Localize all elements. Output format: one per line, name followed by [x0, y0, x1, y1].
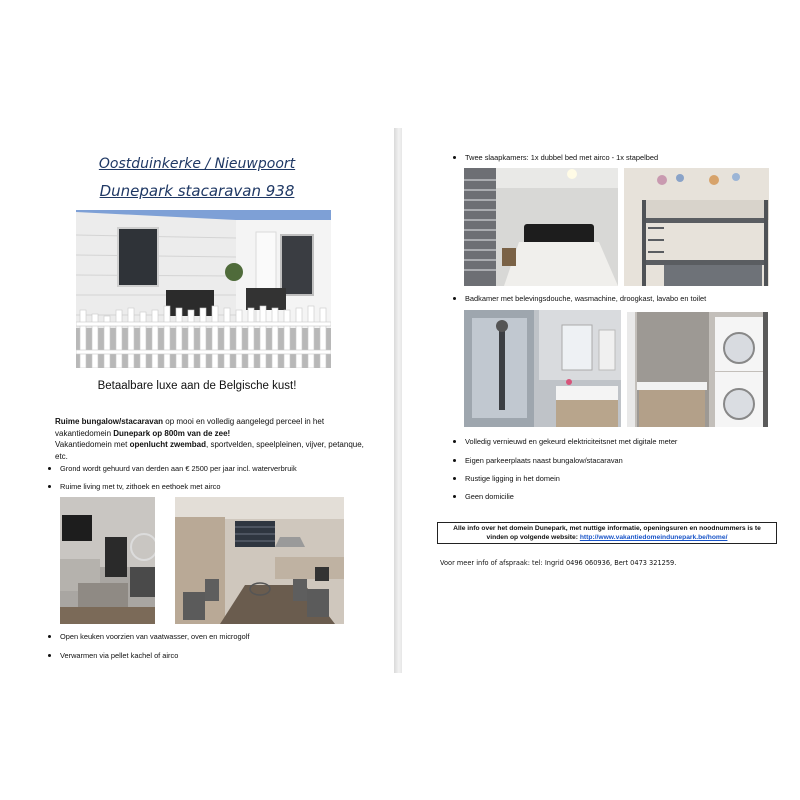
intro-text-2: Vakantiedomein met — [55, 440, 130, 449]
bullet-parking: Eigen parkeerplaats naast bungalow/stacaravan — [465, 456, 623, 465]
title-property: Dunepark stacaravan 938 — [99, 182, 295, 200]
intro-text-3: , sportvelden, speelpleinen, vijver, petanque, etc. — [55, 440, 364, 461]
bullet-bathroom: Badkamer met belevingsdouche, wasmachine, droogkast, lavabo en toilet — [465, 294, 707, 303]
contact-info: Voor meer info of afspraak: tel: Ingrid 0496 060936, Bert 0473 321259. — [440, 559, 677, 567]
page-left — [0, 0, 394, 800]
photo-kitchen — [175, 497, 344, 624]
bullet-bedrooms: Twee slaapkamers: 1x dubbel bed met airco - 1x stapelbed — [465, 153, 659, 162]
intro-bold-3: openlucht zwembad — [129, 440, 207, 449]
intro-bold-1: Ruime bungalow/stacaravan — [55, 417, 164, 426]
bullet-kitchen: Open keuken voorzien van vaatwasser, oven en microgolf — [60, 632, 250, 641]
bullet-location: Rustige ligging in het domein — [465, 474, 560, 483]
bullet-electricity: Volledig vernieuwd en gekeurd elektriciteitsnet met digitale meter — [465, 437, 678, 446]
photo-laundry — [627, 312, 768, 427]
info-box — [437, 522, 777, 544]
intro-bold-2: Dunepark op 800m van de zee! — [113, 428, 231, 438]
info-line-2 — [438, 533, 776, 542]
photo-bathroom — [464, 310, 621, 427]
bullet-domicile: Geen domicilie — [465, 492, 514, 501]
photo-exterior-terrace — [76, 210, 331, 368]
bullet-ground-rent: Grond wordt gehuurd van derden aan € 2500 per jaar incl. waterverbruik — [60, 464, 297, 473]
domain-website-link[interactable]: http://www.vakantiedomeindunepark.be/home/ — [579, 534, 728, 541]
photo-living-room — [60, 497, 155, 624]
page-gutter — [394, 128, 402, 673]
info-line-2-text: vinden op volgende website: — [486, 534, 580, 541]
tagline: Betaalbare luxe aan de Belgische kust! — [97, 380, 297, 392]
intro-text-1: op mooi en volledig aangelegd perceel in het vakantiedomein — [55, 417, 325, 438]
bullet-heating: Verwarmen via pellet kachel of airco — [60, 651, 179, 660]
info-line-1: Alle info over het domein Dunepark, met nuttige informatie, openingsuren en noodnummers is te — [453, 525, 761, 532]
photo-bedroom-double — [464, 168, 618, 286]
photo-bedroom-bunk — [624, 168, 769, 286]
bullet-living: Ruime living met tv, zithoek en eethoek met airco — [60, 482, 221, 491]
title-location: Oostduinkerke / Nieuwpoort — [98, 156, 296, 172]
intro-text — [55, 416, 375, 462]
